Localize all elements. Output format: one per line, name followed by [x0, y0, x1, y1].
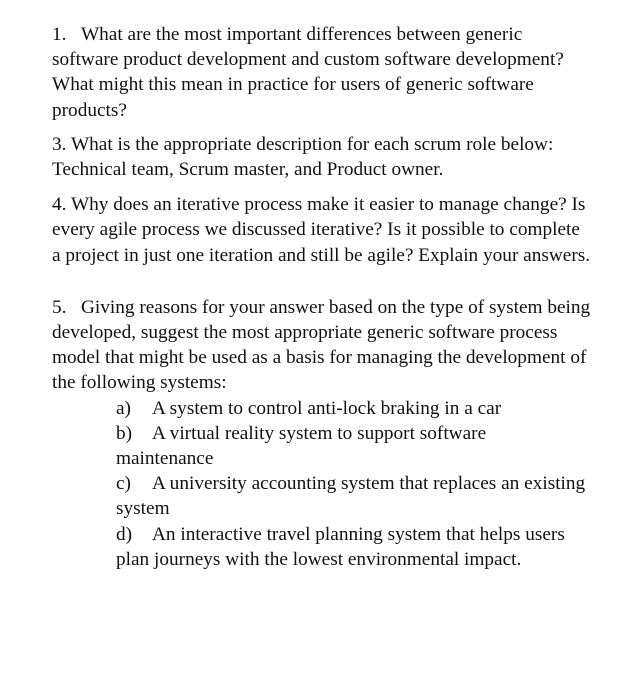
sub-item-d-letter: d) [116, 523, 133, 545]
question-4-number: 4. [52, 194, 67, 216]
question-4-text: Why does an iterative process make it easier to manage change? Is every agile process we discussed iterative? Is it possible to complete a project in just one iteration and still be agile? Explain your answers. [52, 194, 591, 266]
sub-item-d-text: An interactive travel planning system that helps users plan journeys with the lowest environmental impact. [116, 523, 565, 570]
sub-item-d [116, 522, 586, 572]
question-1-number: 1. [52, 24, 67, 45]
question-5-number: 5. [52, 296, 67, 318]
question-3-number: 3. [52, 133, 67, 155]
question-3-text: What is the appropriate description for each scrum role below: Technical team, Scrum master, and Product owner. [52, 133, 554, 181]
sub-item-c-text: A university accounting system that replaces an existing system [116, 473, 586, 520]
question-1 [52, 22, 592, 123]
question-5-sublist [52, 396, 586, 572]
sub-item-a-text: A system to control anti-lock braking in a car [152, 397, 502, 419]
sub-item-a-letter: a) [116, 397, 131, 419]
sub-item-c [116, 471, 586, 521]
sub-item-a [116, 396, 586, 421]
sub-item-b-text: A virtual reality system to support software maintenance [116, 422, 487, 470]
question-list [52, 22, 592, 572]
sub-item-b [116, 421, 586, 471]
sub-item-b-letter: b) [116, 422, 133, 444]
question-3 [52, 132, 592, 182]
question-5-text: Giving reasons for your answer based on the type of system being developed, suggest the most appropriate generic software process model that might be used as a basis for managing the development of the following systems: [52, 296, 591, 394]
question-1-text: What are the most important differences between generic software product development and custom software development? What might this mean in practice for users of generic software products? [52, 24, 564, 121]
question-4 [52, 192, 592, 268]
question-5 [52, 295, 592, 396]
sub-item-c-letter: c) [116, 473, 131, 495]
